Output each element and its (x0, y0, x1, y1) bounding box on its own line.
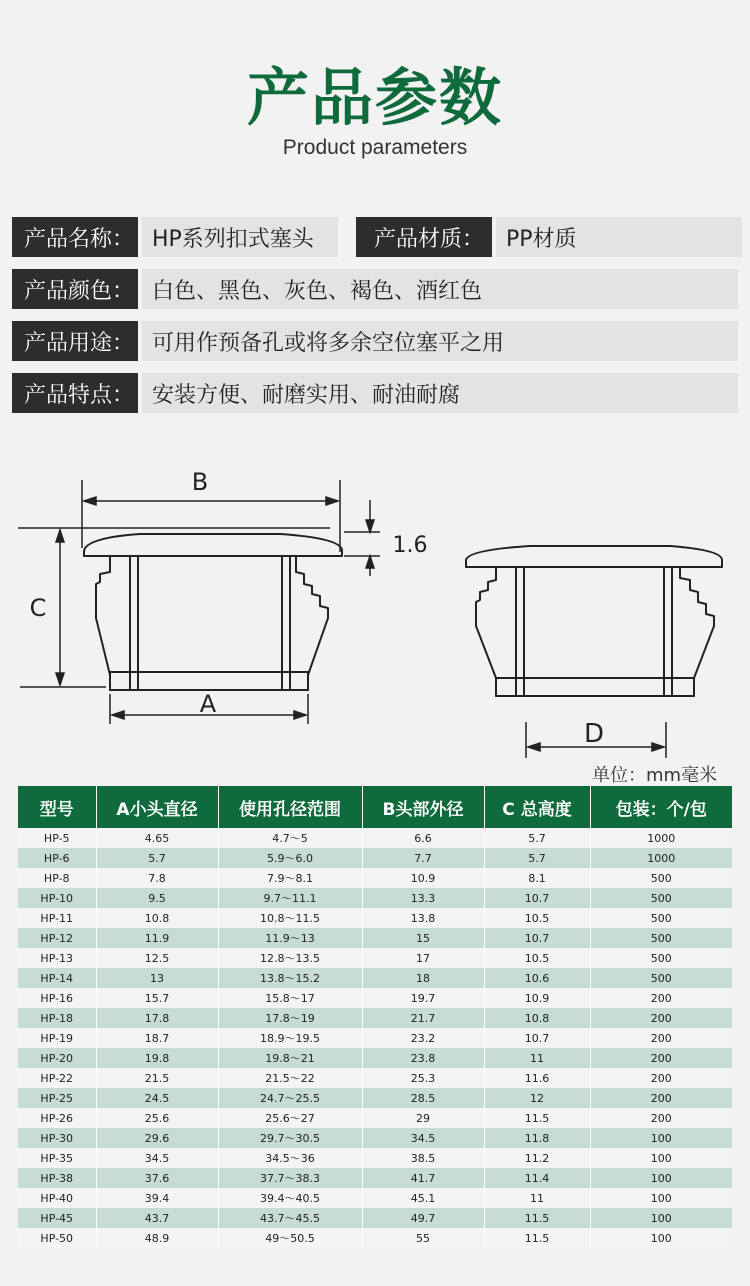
color-value: 白色、黑色、灰色、褐色、酒红色 (142, 269, 738, 309)
table-cell: 11.6 (484, 1068, 590, 1088)
table-cell: HP-22 (18, 1068, 96, 1088)
table-cell: 200 (590, 1008, 732, 1028)
table-row (18, 948, 732, 968)
label-c: C (29, 594, 47, 622)
table-cell: 7.7 (362, 848, 484, 868)
table-cell: 17 (362, 948, 484, 968)
table-cell: 21.7 (362, 1008, 484, 1028)
table-cell: 100 (590, 1168, 732, 1188)
table-cell: 39.4 (96, 1188, 218, 1208)
table-cell: HP-11 (18, 908, 96, 928)
table-row (18, 848, 732, 868)
table-cell: 28.5 (362, 1088, 484, 1108)
table-cell: 7.8 (96, 868, 218, 888)
table-cell: HP-30 (18, 1128, 96, 1148)
info-row-color (12, 269, 738, 309)
table-cell: 39.4～40.5 (218, 1188, 362, 1208)
table-cell: 11.5 (484, 1208, 590, 1228)
table-cell: 37.6 (96, 1168, 218, 1188)
spec-table-header (18, 786, 732, 828)
table-cell: 6.6 (362, 828, 484, 848)
table-row (18, 1048, 732, 1068)
table-cell: 100 (590, 1228, 732, 1248)
table-cell: 34.5 (362, 1128, 484, 1148)
table-cell: 200 (590, 988, 732, 1008)
table-cell: HP-14 (18, 968, 96, 988)
table-cell: 43.7～45.5 (218, 1208, 362, 1228)
table-cell: 11.5 (484, 1228, 590, 1248)
feature-value: 安装方便、耐磨实用、耐油耐腐 (142, 373, 738, 413)
page-subtitle: Product parameters (282, 136, 468, 159)
table-cell: 9.5 (96, 888, 218, 908)
table-cell: 10.8～11.5 (218, 908, 362, 928)
spec-table (18, 786, 732, 1248)
table-cell: 500 (590, 888, 732, 908)
table-cell: 4.65 (96, 828, 218, 848)
use-value: 可用作预备孔或将多余空位塞平之用 (142, 321, 738, 361)
header-a-diameter: A小头直径 (96, 786, 218, 828)
info-row-name-material (12, 217, 742, 257)
table-cell: 19.8～21 (218, 1048, 362, 1068)
table-cell: 18.7 (96, 1028, 218, 1048)
table-cell: 10.9 (484, 988, 590, 1008)
table-cell: 200 (590, 1088, 732, 1108)
table-cell: 10.7 (484, 1028, 590, 1048)
table-cell: 21.5 (96, 1068, 218, 1088)
table-cell: 29.7～30.5 (218, 1128, 362, 1148)
table-cell: HP-26 (18, 1108, 96, 1128)
table-row (18, 928, 732, 948)
table-cell: 43.7 (96, 1208, 218, 1228)
table-cell: 13 (96, 968, 218, 988)
table-row (18, 828, 732, 848)
name-label: 产品名称： (12, 217, 138, 257)
table-cell: HP-45 (18, 1208, 96, 1228)
table-row (18, 888, 732, 908)
label-b: B (191, 468, 209, 496)
table-cell: 10.8 (484, 1008, 590, 1028)
table-cell: 8.1 (484, 868, 590, 888)
table-row (18, 1108, 732, 1128)
table-cell: 100 (590, 1148, 732, 1168)
header-hole-range: 使用孔径范围 (218, 786, 362, 828)
label-d: D (583, 719, 605, 749)
table-cell: 29.6 (96, 1128, 218, 1148)
table-cell: 37.7～38.3 (218, 1168, 362, 1188)
table-cell: 200 (590, 1068, 732, 1088)
table-cell: 17.8～19 (218, 1008, 362, 1028)
table-cell: 34.5～36 (218, 1148, 362, 1168)
table-cell: 100 (590, 1188, 732, 1208)
table-cell: 19.7 (362, 988, 484, 1008)
table-cell: 17.8 (96, 1008, 218, 1028)
table-cell: 29 (362, 1108, 484, 1128)
info-row-feature (12, 373, 738, 413)
table-cell: HP-13 (18, 948, 96, 968)
table-cell: 9.7～11.1 (218, 888, 362, 908)
table-cell: 23.2 (362, 1028, 484, 1048)
table-cell: 11.9～13 (218, 928, 362, 948)
table-row (18, 908, 732, 928)
table-row (18, 868, 732, 888)
table-cell: 10.5 (484, 908, 590, 928)
table-cell: 5.9～6.0 (218, 848, 362, 868)
table-cell: 500 (590, 968, 732, 988)
table-cell: 12.8～13.5 (218, 948, 362, 968)
material-value: PP材质 (496, 217, 742, 257)
table-cell: 11 (484, 1048, 590, 1068)
table-row (18, 1208, 732, 1228)
plug-cap-outline-right (466, 546, 722, 567)
table-cell: 5.7 (96, 848, 218, 868)
table-cell: HP-12 (18, 928, 96, 948)
table-cell: 100 (590, 1128, 732, 1148)
table-cell: 45.1 (362, 1188, 484, 1208)
feature-label: 产品特点： (12, 373, 138, 413)
table-cell: 15 (362, 928, 484, 948)
table-cell: 100 (590, 1208, 732, 1228)
info-row-use (12, 321, 738, 361)
color-label: 产品颜色： (12, 269, 138, 309)
unit-note: 单位：mm毫米 (592, 765, 718, 786)
header-model: 型号 (18, 786, 96, 828)
table-cell: 48.9 (96, 1228, 218, 1248)
table-cell: 500 (590, 868, 732, 888)
table-cell: 11.4 (484, 1168, 590, 1188)
table-cell: HP-35 (18, 1148, 96, 1168)
table-cell: 200 (590, 1048, 732, 1068)
page-title: 产品参数 (246, 61, 503, 134)
table-cell: 13.8～15.2 (218, 968, 362, 988)
table-cell: 25.6 (96, 1108, 218, 1128)
table-cell: 34.5 (96, 1148, 218, 1168)
table-cell: 10.7 (484, 928, 590, 948)
table-row (18, 1168, 732, 1188)
table-cell: 11.8 (484, 1128, 590, 1148)
table-cell: 10.8 (96, 908, 218, 928)
table-cell: 1000 (590, 828, 732, 848)
name-value: HP系列扣式塞头 (142, 217, 338, 257)
table-cell: HP-25 (18, 1088, 96, 1108)
table-cell: HP-40 (18, 1188, 96, 1208)
table-cell: HP-19 (18, 1028, 96, 1048)
table-row (18, 1028, 732, 1048)
header-c-height: C 总高度 (484, 786, 590, 828)
table-cell: 49.7 (362, 1208, 484, 1228)
table-cell: 5.7 (484, 828, 590, 848)
table-cell: 21.5～22 (218, 1068, 362, 1088)
plug-cap-outline (84, 534, 342, 556)
table-cell: 5.7 (484, 848, 590, 868)
table-row (18, 1128, 732, 1148)
table-cell: HP-18 (18, 1008, 96, 1028)
table-cell: HP-16 (18, 988, 96, 1008)
table-cell: 10.6 (484, 968, 590, 988)
table-cell: 11.9 (96, 928, 218, 948)
table-row (18, 1008, 732, 1028)
table-cell: 10.9 (362, 868, 484, 888)
table-row (18, 1068, 732, 1088)
table-cell: 11.5 (484, 1108, 590, 1128)
table-cell: 41.7 (362, 1168, 484, 1188)
table-row (18, 968, 732, 988)
table-cell: 4.7～5 (218, 828, 362, 848)
table-cell: HP-8 (18, 868, 96, 888)
table-cell: HP-5 (18, 828, 96, 848)
table-cell: 13.3 (362, 888, 484, 908)
table-cell: 23.8 (362, 1048, 484, 1068)
table-cell: 200 (590, 1028, 732, 1048)
table-cell: 55 (362, 1228, 484, 1248)
table-cell: 10.5 (484, 948, 590, 968)
table-cell: 15.7 (96, 988, 218, 1008)
table-cell: HP-10 (18, 888, 96, 908)
table-cell: 10.7 (484, 888, 590, 908)
table-cell: 18.9～19.5 (218, 1028, 362, 1048)
table-cell: 13.8 (362, 908, 484, 928)
table-row (18, 1088, 732, 1108)
header-pack: 包装：个/包 (590, 786, 732, 828)
label-thickness: 1.6 (392, 533, 428, 558)
table-cell: 11 (484, 1188, 590, 1208)
table-cell: 25.6～27 (218, 1108, 362, 1128)
table-cell: 500 (590, 928, 732, 948)
table-cell: 12 (484, 1088, 590, 1108)
table-cell: 38.5 (362, 1148, 484, 1168)
table-cell: 24.7～25.5 (218, 1088, 362, 1108)
table-cell: 49～50.5 (218, 1228, 362, 1248)
label-a: A (199, 690, 217, 718)
table-cell: 11.2 (484, 1148, 590, 1168)
table-row (18, 1228, 732, 1248)
material-label: 产品材质： (356, 217, 492, 257)
table-cell: 25.3 (362, 1068, 484, 1088)
plug-dimension-diagram (0, 440, 750, 780)
table-cell: 1000 (590, 848, 732, 868)
table-cell: HP-50 (18, 1228, 96, 1248)
table-row (18, 1148, 732, 1168)
table-cell: HP-20 (18, 1048, 96, 1068)
table-row (18, 988, 732, 1008)
table-cell: 15.8～17 (218, 988, 362, 1008)
table-cell: 24.5 (96, 1088, 218, 1108)
table-cell: 18 (362, 968, 484, 988)
table-row (18, 1188, 732, 1208)
table-cell: HP-6 (18, 848, 96, 868)
table-cell: 200 (590, 1108, 732, 1128)
table-cell: 500 (590, 948, 732, 968)
table-cell: 500 (590, 908, 732, 928)
header-b-diameter: B头部外径 (362, 786, 484, 828)
table-cell: HP-38 (18, 1168, 96, 1188)
table-cell: 7.9～8.1 (218, 868, 362, 888)
table-cell: 19.8 (96, 1048, 218, 1068)
use-label: 产品用途： (12, 321, 138, 361)
table-cell: 12.5 (96, 948, 218, 968)
